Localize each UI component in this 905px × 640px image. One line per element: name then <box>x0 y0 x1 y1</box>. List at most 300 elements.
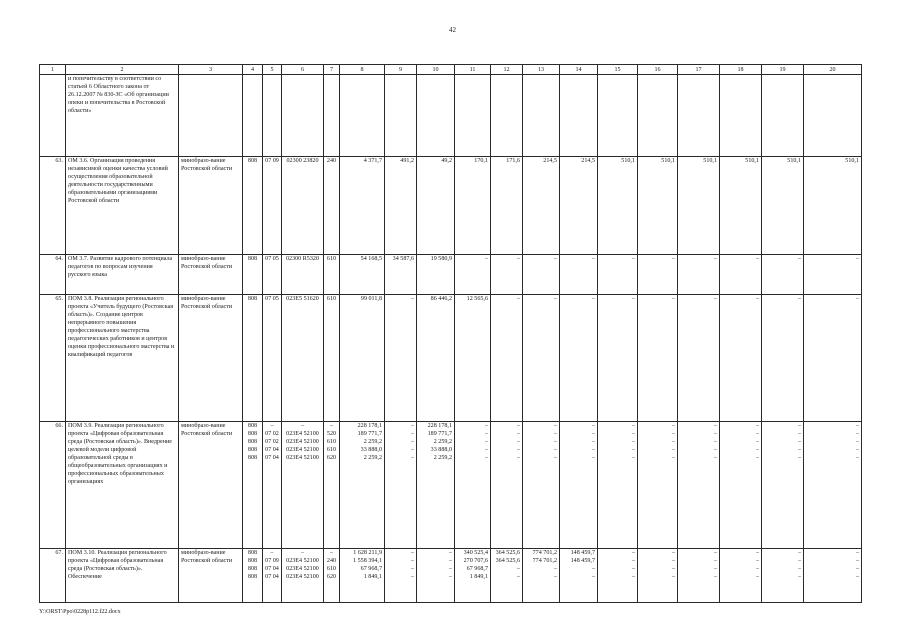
table-row <box>40 549 862 603</box>
budget-value: – <box>671 296 675 302</box>
budget-value: 02300 23820 <box>286 158 319 164</box>
measure-name: ОМ 3.7. Развитие кадрового потенциала педагогов по вопросам изучения русского языка <box>66 255 179 295</box>
column-16-cell <box>638 75 678 157</box>
column-20-cell <box>804 255 862 295</box>
column-number-11: 11 <box>455 65 491 75</box>
column-14-cell <box>560 422 598 549</box>
column-10-cell <box>417 75 455 157</box>
budget-value: 510,1 <box>745 158 759 164</box>
budget-value: – <box>270 550 274 556</box>
budget-value: – <box>516 566 520 572</box>
column-number-15: 15 <box>598 65 638 75</box>
table-row <box>40 295 862 422</box>
budget-value: 808 <box>247 296 258 302</box>
column-18-cell <box>720 422 762 549</box>
column-14-cell <box>560 75 598 157</box>
column-18-cell <box>720 549 762 603</box>
column-14-cell <box>560 295 598 422</box>
budget-value: 07 02 <box>265 439 279 445</box>
budget-value: – <box>516 439 520 445</box>
column-15-cell <box>598 549 638 603</box>
budget-value: 1 558 394,1 <box>353 558 382 564</box>
column-8-cell <box>340 549 385 603</box>
executor: минобразо-вание Ростовской области <box>179 157 243 255</box>
budget-value: – <box>797 423 801 429</box>
executor: минобразо-вание Ростовской области <box>179 549 243 603</box>
budget-value: – <box>855 439 859 445</box>
budget-value: 240 <box>326 558 337 564</box>
budget-value: – <box>410 574 414 580</box>
executor: минобразо-вание Ростовской области <box>179 255 243 295</box>
budget-value: – <box>591 566 595 572</box>
budget-value: – <box>516 455 520 461</box>
budget-value: – <box>591 455 595 461</box>
budget-value <box>342 75 382 83</box>
budget-value: – <box>410 296 414 302</box>
column-11-cell <box>455 75 491 157</box>
budget-value: – <box>484 455 488 461</box>
budget-value: – <box>713 447 717 453</box>
column-12-cell <box>491 549 523 603</box>
column-19-cell <box>762 422 804 549</box>
column-9-cell <box>385 295 417 422</box>
budget-value: – <box>553 439 557 445</box>
budget-value: – <box>484 423 488 429</box>
budget-value: – <box>484 447 488 453</box>
column-6-cell <box>282 295 324 422</box>
budget-value: 808 <box>247 455 258 461</box>
page-number: 42 <box>449 26 456 34</box>
budget-value: – <box>797 447 801 453</box>
column-number-16: 16 <box>638 65 678 75</box>
column-7-cell <box>324 157 340 255</box>
column-19-cell <box>762 549 804 603</box>
column-17-cell <box>678 295 720 422</box>
column-7-cell <box>324 549 340 603</box>
budget-value: – <box>797 550 801 556</box>
column-15-cell <box>598 75 638 157</box>
budget-value: – <box>553 566 557 572</box>
budget-value: – <box>631 558 635 564</box>
measure-name: ОМ 3.6. Организация проведения независимой оценки качества условий осуществления образовательной деятельности государственными образовательными организациями Ростовской области <box>66 157 179 255</box>
budget-value: 1 849,1 <box>469 574 488 580</box>
budget-value: – <box>855 256 859 262</box>
budget-value: 808 <box>247 439 258 445</box>
budget-value: – <box>631 566 635 572</box>
column-17-cell <box>678 255 720 295</box>
budget-value: – <box>797 439 801 445</box>
budget-value: 07 04 <box>265 574 279 580</box>
budget-value: 610 <box>326 447 337 453</box>
column-18-cell <box>720 295 762 422</box>
budget-value <box>387 75 414 83</box>
budget-value: 023E5 51620 <box>286 296 319 302</box>
budget-value <box>419 75 452 83</box>
budget-value: – <box>755 574 759 580</box>
budget-value: – <box>591 447 595 453</box>
column-17-cell <box>678 75 720 157</box>
budget-value: 808 <box>247 550 258 556</box>
budget-value: 808 <box>247 574 258 580</box>
column-20-cell <box>804 75 862 157</box>
budget-value: – <box>755 550 759 556</box>
budget-value: 620 <box>326 574 337 580</box>
budget-value: – <box>855 296 859 302</box>
budget-value: 07 04 <box>265 447 279 453</box>
budget-value: 808 <box>247 256 258 262</box>
column-5-cell <box>263 549 282 603</box>
budget-value: – <box>855 558 859 564</box>
column-16-cell <box>638 255 678 295</box>
budget-value: 1 628 211,9 <box>353 550 382 556</box>
budget-value <box>457 75 488 83</box>
budget-value: 610 <box>326 566 337 572</box>
budget-value: – <box>270 423 274 429</box>
budget-value: – <box>553 256 557 262</box>
budget-value: 023E4 52100 <box>286 455 319 461</box>
budget-value: 510,1 <box>661 158 675 164</box>
budget-value: – <box>553 431 557 437</box>
budget-value: – <box>631 431 635 437</box>
column-8-cell <box>340 157 385 255</box>
budget-value: 023E4 52100 <box>286 447 319 453</box>
column-9-cell <box>385 157 417 255</box>
column-13-cell <box>523 295 560 422</box>
budget-value: 148 459,7 <box>570 550 595 556</box>
budget-value: – <box>516 431 520 437</box>
budget-value: – <box>329 423 334 429</box>
column-16-cell <box>638 295 678 422</box>
budget-value: 2 259,2 <box>363 439 382 445</box>
executor <box>179 75 243 157</box>
budget-value: 67 968,7 <box>466 566 488 572</box>
budget-value: – <box>410 423 414 429</box>
budget-value: – <box>300 423 305 429</box>
measure-name: ПОМ 3.8. Реализация регионального проекта «Учитель будущего (Ростовская область)». Создание центров непрерывного повышения профессионального мастерства педагогических работников и центров оценки профессионального мастерства и квалификаций педагогов <box>66 295 179 422</box>
column-number-20: 20 <box>804 65 862 75</box>
budget-value: – <box>855 431 859 437</box>
budget-value: 34 587,6 <box>392 256 414 262</box>
column-6-cell <box>282 75 324 157</box>
row-number <box>40 75 66 157</box>
budget-value: – <box>591 574 595 580</box>
budget-value: 2 259,2 <box>363 455 382 461</box>
column-number-3: 3 <box>179 65 243 75</box>
budget-value: – <box>484 256 488 262</box>
column-17-cell <box>678 422 720 549</box>
column-13-cell <box>523 422 560 549</box>
column-11-cell <box>455 157 491 255</box>
column-13-cell <box>523 157 560 255</box>
budget-value: – <box>516 256 520 262</box>
budget-value: 4 371,7 <box>363 158 382 164</box>
executor: минобразо-вание Ростовской области <box>179 422 243 549</box>
column-number-13: 13 <box>523 65 560 75</box>
column-10-cell <box>417 295 455 422</box>
column-6-cell <box>282 422 324 549</box>
budget-value: – <box>755 439 759 445</box>
column-18-cell <box>720 157 762 255</box>
budget-value: – <box>855 574 859 580</box>
column-5-cell <box>263 75 282 157</box>
budget-value: – <box>855 550 859 556</box>
budget-value: 54 168,5 <box>360 256 382 262</box>
column-14-cell <box>560 157 598 255</box>
column-12-cell <box>491 157 523 255</box>
column-6-cell <box>282 255 324 295</box>
budget-value <box>806 75 859 83</box>
column-7-cell <box>324 422 340 549</box>
budget-value: 2 259,2 <box>433 439 452 445</box>
column-5-cell <box>263 157 282 255</box>
budget-value: – <box>484 431 488 437</box>
budget-value: 228 178,1 <box>357 423 382 429</box>
budget-value: – <box>755 558 759 564</box>
budget-value: – <box>300 550 305 556</box>
budget-value: – <box>553 296 557 302</box>
budget-value: – <box>591 256 595 262</box>
budget-table <box>39 64 862 603</box>
column-9-cell <box>385 255 417 295</box>
budget-value: – <box>631 423 635 429</box>
budget-value: 808 <box>247 447 258 453</box>
budget-value: – <box>671 447 675 453</box>
column-10-cell <box>417 157 455 255</box>
budget-value: 610 <box>326 439 337 445</box>
table-row <box>40 75 862 157</box>
budget-value <box>680 75 717 83</box>
column-4-cell <box>243 422 263 549</box>
column-number-9: 9 <box>385 65 417 75</box>
budget-value: 170,1 <box>474 158 488 164</box>
budget-value: – <box>755 296 759 302</box>
budget-value: 808 <box>247 566 258 572</box>
row-number: 66. <box>40 422 66 549</box>
budget-value <box>562 75 595 83</box>
budget-value: – <box>591 423 595 429</box>
budget-value: 240 <box>326 158 337 164</box>
column-6-cell <box>282 549 324 603</box>
budget-value <box>764 75 801 83</box>
budget-value: – <box>713 439 717 445</box>
budget-value: 171,6 <box>506 158 520 164</box>
budget-value: – <box>410 550 414 556</box>
column-number-17: 17 <box>678 65 720 75</box>
column-20-cell <box>804 549 862 603</box>
budget-value: – <box>591 431 595 437</box>
budget-value: 189 771,7 <box>357 431 382 437</box>
budget-value: – <box>410 447 414 453</box>
column-12-cell <box>491 422 523 549</box>
column-8-cell <box>340 255 385 295</box>
budget-value <box>325 75 338 83</box>
budget-value: – <box>448 550 452 556</box>
budget-value: 228 178,1 <box>427 423 452 429</box>
budget-value: – <box>713 431 717 437</box>
column-18-cell <box>720 75 762 157</box>
column-10-cell <box>417 255 455 295</box>
table-row <box>40 422 862 549</box>
column-number-6: 6 <box>282 65 324 75</box>
executor: минобразо-вание Ростовской области <box>179 295 243 422</box>
budget-value: – <box>631 455 635 461</box>
budget-value: 1 849,1 <box>363 574 382 580</box>
column-11-cell <box>455 255 491 295</box>
budget-value: – <box>671 439 675 445</box>
column-14-cell <box>560 549 598 603</box>
column-10-cell <box>417 422 455 549</box>
row-number: 67. <box>40 549 66 603</box>
column-5-cell <box>263 422 282 549</box>
column-13-cell <box>523 549 560 603</box>
column-15-cell <box>598 157 638 255</box>
column-16-cell <box>638 549 678 603</box>
budget-value: 214,5 <box>543 158 557 164</box>
budget-value: – <box>797 296 801 302</box>
budget-value: 07 05 <box>265 296 279 302</box>
budget-value: – <box>797 574 801 580</box>
budget-value: – <box>755 256 759 262</box>
budget-value: 491,2 <box>400 158 414 164</box>
column-number-8: 8 <box>340 65 385 75</box>
column-4-cell <box>243 157 263 255</box>
budget-value: – <box>671 574 675 580</box>
budget-value: – <box>755 566 759 572</box>
budget-value: – <box>755 431 759 437</box>
column-9-cell <box>385 549 417 603</box>
column-18-cell <box>720 255 762 295</box>
column-12-cell <box>491 75 523 157</box>
column-4-cell <box>243 295 263 422</box>
budget-value: 510,1 <box>845 158 859 164</box>
column-4-cell <box>243 75 263 157</box>
budget-value <box>722 75 759 83</box>
budget-value: – <box>591 296 595 302</box>
budget-value: – <box>631 256 635 262</box>
budget-value: – <box>755 455 759 461</box>
column-13-cell <box>523 255 560 295</box>
budget-value: 67 968,7 <box>360 566 382 572</box>
budget-value: 340 525,4 <box>463 550 488 556</box>
budget-value: 023E4 52100 <box>286 431 319 437</box>
budget-value: 214,5 <box>581 158 595 164</box>
budget-value: – <box>671 455 675 461</box>
budget-value: – <box>631 550 635 556</box>
budget-value: 33 888,0 <box>360 447 382 453</box>
column-11-cell <box>455 549 491 603</box>
measure-name: и попечительству в соответствии со статьей 6 Областного закона от 26.12.2007 № 830-ЗС «Об организации опеки и попечительства в Ростовской области» <box>66 75 179 157</box>
column-11-cell <box>455 295 491 422</box>
column-12-cell <box>491 255 523 295</box>
budget-value: 33 888,0 <box>430 447 452 453</box>
budget-value: – <box>797 558 801 564</box>
column-7-cell <box>324 255 340 295</box>
budget-value: – <box>755 423 759 429</box>
row-number: 65. <box>40 295 66 422</box>
budget-value: – <box>484 439 488 445</box>
budget-value: – <box>553 455 557 461</box>
budget-value: 86 446,2 <box>430 296 452 302</box>
column-17-cell <box>678 549 720 603</box>
budget-value: – <box>516 574 520 580</box>
budget-value: – <box>713 296 717 302</box>
budget-value: 07 05 <box>265 256 279 262</box>
column-7-cell <box>324 295 340 422</box>
budget-value <box>244 75 261 83</box>
budget-value: 610 <box>326 296 337 302</box>
budget-value: – <box>631 447 635 453</box>
column-15-cell <box>598 422 638 549</box>
column-8-cell <box>340 75 385 157</box>
header-row <box>40 65 862 75</box>
budget-value: – <box>671 558 675 564</box>
budget-value: 2 259,2 <box>433 455 452 461</box>
budget-value: 510,1 <box>703 158 717 164</box>
budget-value: – <box>631 296 635 302</box>
budget-value: – <box>516 423 520 429</box>
row-number: 63. <box>40 157 66 255</box>
budget-value: 07 09 <box>265 158 279 164</box>
table-row <box>40 255 862 295</box>
budget-value: – <box>797 455 801 461</box>
column-6-cell <box>282 157 324 255</box>
column-number-1: 1 <box>40 65 66 75</box>
budget-value: – <box>591 439 595 445</box>
budget-value: – <box>410 558 414 564</box>
budget-value: – <box>516 447 520 453</box>
column-16-cell <box>638 157 678 255</box>
column-19-cell <box>762 75 804 157</box>
budget-value: 07 09 <box>265 558 279 564</box>
table-row <box>40 157 862 255</box>
budget-value: 774 701,2 <box>532 550 557 556</box>
budget-value: – <box>855 447 859 453</box>
column-10-cell <box>417 549 455 603</box>
budget-value: 12 565,6 <box>466 296 488 302</box>
budget-value: – <box>713 566 717 572</box>
budget-value: – <box>671 423 675 429</box>
footer-file-path: Y:\ORST\Ppo\0228p112.f22.docx <box>39 609 121 615</box>
budget-value: – <box>448 574 452 580</box>
column-number-14: 14 <box>560 65 598 75</box>
budget-value: – <box>410 439 414 445</box>
column-number-2: 2 <box>66 65 179 75</box>
budget-value: 610 <box>326 256 337 262</box>
budget-value: 774 701,2 <box>532 558 557 564</box>
budget-value: 023E4 52100 <box>286 574 319 580</box>
measure-name: ПОМ 3.9. Реализация регионального проекта «Цифровая образовательная среда (Ростовская область)». Внедрение целевой модели цифровой образовательной среды в общеобразовательных организациях и профессиональных образовательных организациях <box>66 422 179 549</box>
budget-value: – <box>797 431 801 437</box>
budget-value: – <box>713 423 717 429</box>
column-14-cell <box>560 255 598 295</box>
budget-value: 49,2 <box>441 158 452 164</box>
column-12-cell <box>491 295 523 422</box>
budget-value: 270 707,6 <box>463 558 488 564</box>
column-20-cell <box>804 422 862 549</box>
column-4-cell <box>243 255 263 295</box>
budget-value: 808 <box>247 423 258 429</box>
budget-value: 364 525,6 <box>495 550 520 556</box>
budget-value: 520 <box>326 431 337 437</box>
column-5-cell <box>263 295 282 422</box>
budget-value: 364 525,6 <box>495 558 520 564</box>
column-number-18: 18 <box>720 65 762 75</box>
column-13-cell <box>523 75 560 157</box>
budget-value: – <box>553 574 557 580</box>
budget-value: 07 02 <box>265 431 279 437</box>
budget-value: – <box>329 550 334 556</box>
budget-value: 02300 R5320 <box>285 256 319 262</box>
